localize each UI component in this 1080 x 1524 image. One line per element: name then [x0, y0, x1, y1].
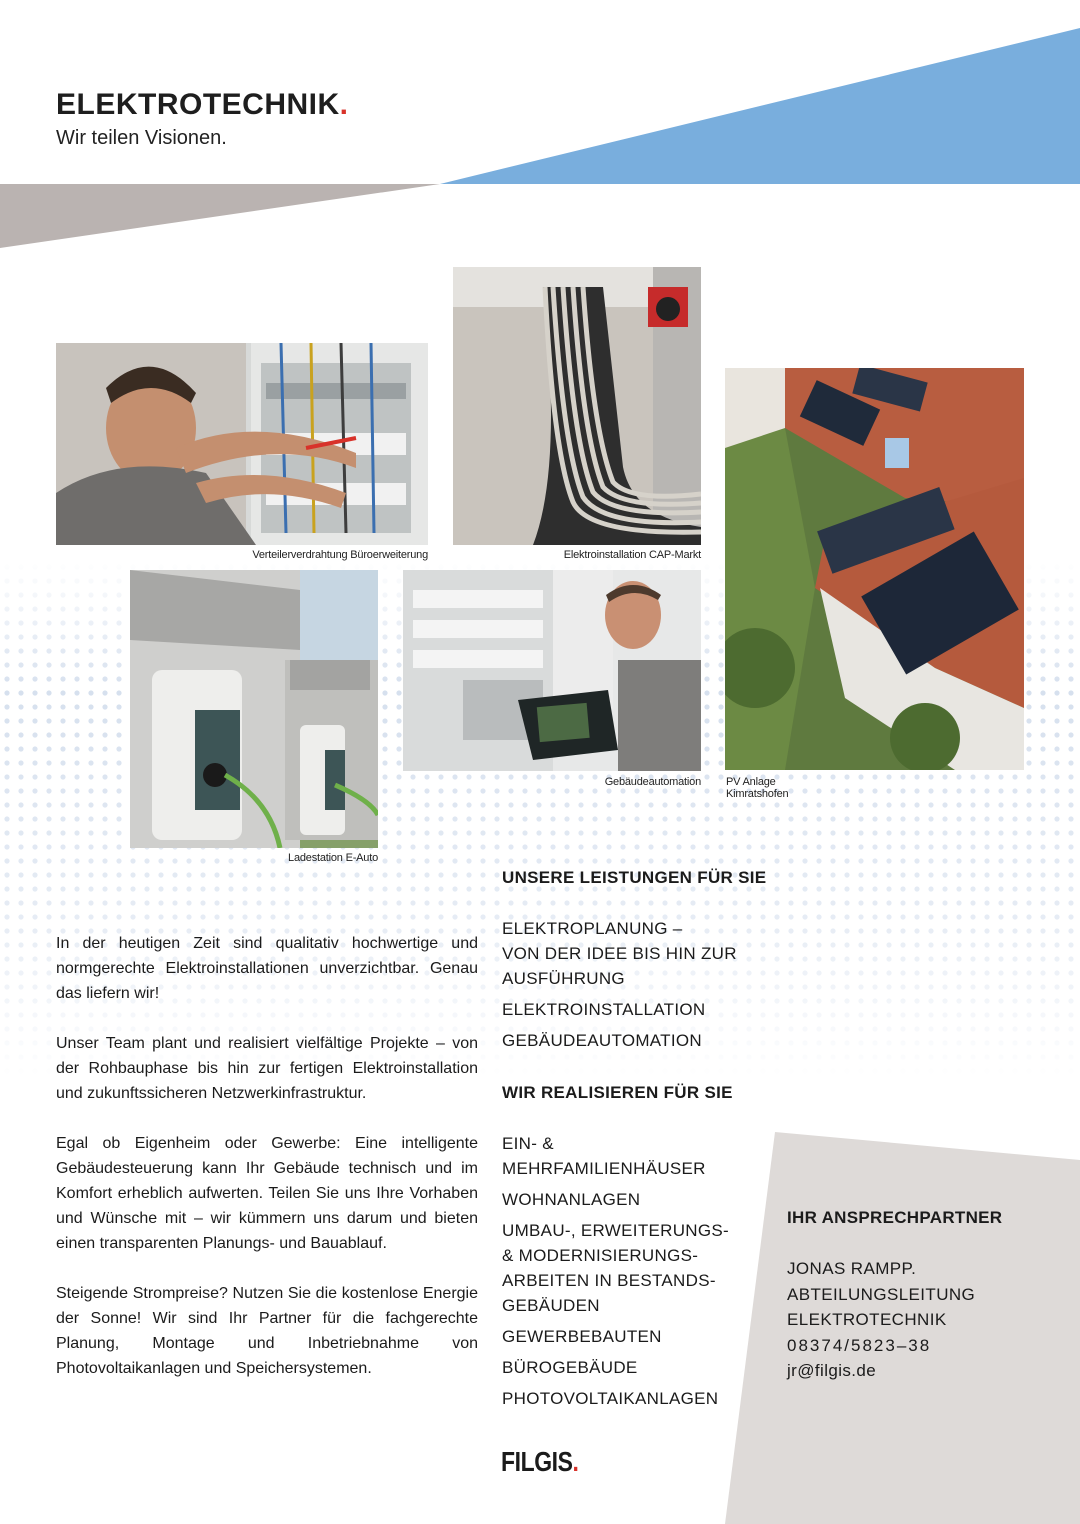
contact-email[interactable]: jr@filgis.de [787, 1361, 877, 1380]
project-item: BÜROGEBÄUDE [502, 1358, 638, 1377]
contact-role: ABTEILUNGSLEITUNG [787, 1284, 976, 1304]
page-subtitle: Wir teilen Visionen. [56, 127, 227, 149]
grey-wedge [0, 184, 440, 248]
project-item: UMBAU-, ERWEITERUNGS- & MODERNISIERUNGS- ARBEITEN IN BESTANDS- GEBÄUDEN [502, 1221, 729, 1315]
projects-heading: WIR REALISIEREN FÜR SIE [502, 1083, 733, 1102]
project-item: EIN- & MEHRFAMILIENHÄUSER [502, 1134, 706, 1178]
caption-photo-2: Elektroinstallation CAP-Markt [563, 549, 701, 561]
photo-building-automation [403, 570, 701, 771]
contact-phone[interactable]: 08374/5823–38 [787, 1335, 932, 1355]
caption-photo-1: Verteilerverdrahtung Büroerweiterung [252, 549, 428, 561]
photo-cable-installation [453, 267, 701, 545]
services-list [502, 916, 762, 1059]
project-item: PHOTOVOLTAIKANLAGEN [502, 1389, 719, 1408]
contact-block [787, 1256, 1047, 1384]
photo-charging-station [130, 570, 378, 848]
photo-distribution-wiring [56, 343, 428, 545]
intro-paragraph: In der heutigen Zeit sind qualitativ hochwertige und normgerechte Elektroinstallationen unverzichtbar. Genau das liefern wir! [56, 935, 478, 1002]
contact-heading: IHR ANSPRECHPARTNER [787, 1208, 1003, 1227]
page-title: ELEKTROTECHNIK. [56, 88, 349, 121]
contact-name: JONAS RAMPP. [787, 1259, 917, 1278]
projects-list [502, 1131, 762, 1417]
caption-photo-4: Ladestation E-Auto [288, 852, 378, 864]
intro-text [56, 931, 478, 1381]
project-item: WOHNANLAGEN [502, 1190, 641, 1209]
intro-paragraph: Steigende Strompreise? Nutzen Sie die kostenlose Energie der Sonne! Wir sind Ihr Partner für die fachgerechte Planung, Montage und Inbetriebnahme von Photovoltaikanlagen und Speichersystemen. [56, 1285, 478, 1377]
company-logo: FILGIS. [501, 1446, 579, 1477]
caption-photo-3: PV Anlage Kimratshofen [726, 776, 789, 800]
services-heading: UNSERE LEISTUNGEN FÜR SIE [502, 868, 767, 887]
blue-wedge [440, 28, 1080, 184]
service-item: GEBÄUDEAUTOMATION [502, 1031, 702, 1050]
service-item: ELEKTROINSTALLATION [502, 1000, 706, 1019]
contact-department: ELEKTROTECHNIK [787, 1310, 947, 1329]
intro-paragraph: Unser Team plant und realisiert vielfältige Projekte – von der Rohbauphase bis hin zur fertigen Elektroinstallation und zukunftssicheren Netzwerkinfrastruktur. [56, 1035, 478, 1102]
intro-paragraph: Egal ob Eigenheim oder Gewerbe: Eine intelligente Gebäudesteuerung kann Ihr Gebäude technisch und im Komfort erheblich aufwerten. Teilen Sie uns Ihre Vorhaben und Wünsche mit – wir kümmern uns darum und bieten einen transparenten Planungs- und Bauablauf. [56, 1135, 478, 1252]
service-item: ELEKTROPLANUNG – VON DER IDEE BIS HIN ZUR AUSFÜHRUNG [502, 919, 737, 988]
project-item: GEWERBEBAUTEN [502, 1327, 662, 1346]
caption-photo-5: Gebäudeautomation [604, 776, 701, 788]
photo-pv-roof [725, 368, 1024, 770]
